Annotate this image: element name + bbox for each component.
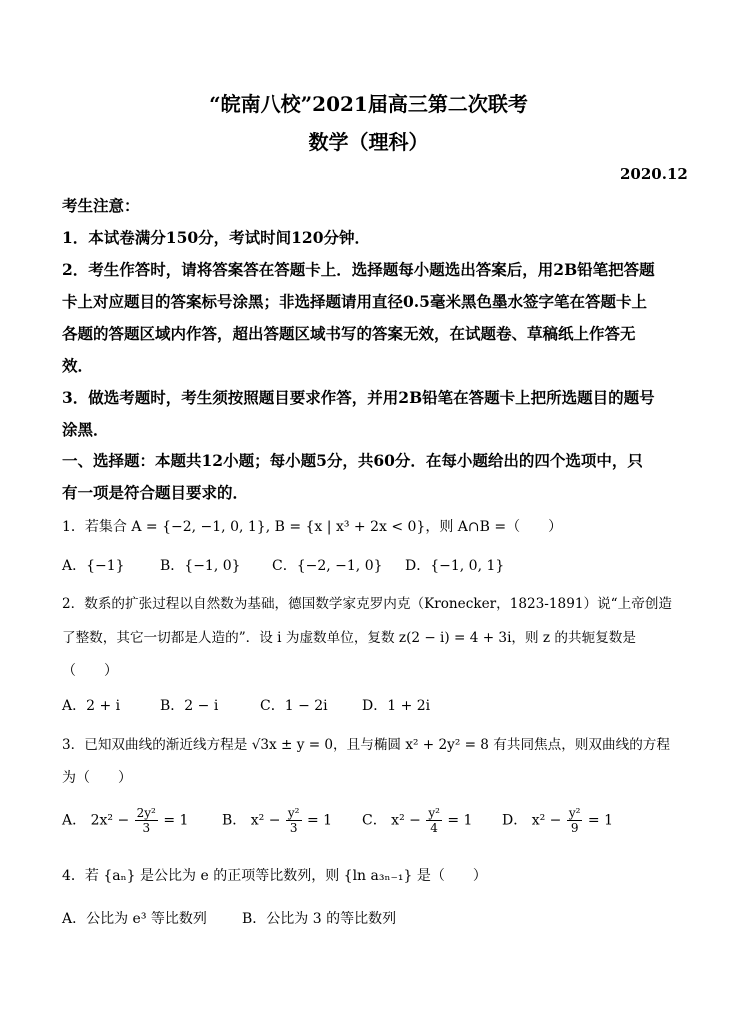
q1-option-b: B．{−1, 0} bbox=[160, 558, 241, 574]
notice-item-2-line-1: 2．考生作答时，请将答案答在答题卡上．选择题每小题选出答案后，用2B铅笔把答题 bbox=[62, 260, 655, 279]
q2-line-1: 2．数系的扩张过程以自然数为基础，德国数学家克罗内克（Kronecker，1823-1891）说“上帝创造 bbox=[62, 596, 673, 612]
notice-item-2-line-3: 各题的答题区域内作答，超出答题区域书写的答案无效，在试题卷、草稿纸上作答无 bbox=[62, 324, 636, 343]
q1-option-d: D．{−1, 0, 1} bbox=[405, 558, 505, 574]
q3-option-d bbox=[502, 806, 613, 835]
q3-option-c-rhs: = 1 bbox=[447, 812, 473, 829]
notice-item-3-line-1: 3．做选考题时，考生须按照题目要求作答，并用2B铅笔在答题卡上把所选题目的题号 bbox=[62, 388, 655, 407]
q3-option-a-denominator: 3 bbox=[142, 821, 151, 835]
q3-line-1: 3．已知双曲线的渐近线方程是 √3x ± y = 0，且与椭圆 x² + 2y² = 8 有共同焦点，则双曲线的方程 bbox=[62, 737, 670, 753]
q4-option-b: B．公比为 3 的等比数列 bbox=[242, 911, 397, 927]
q3-option-d-label: D． bbox=[502, 812, 528, 829]
notice-item-1: 1．本试卷满分150分，考试时间120分钟． bbox=[62, 228, 370, 247]
q3-option-d-numerator: y² bbox=[568, 806, 581, 820]
q2-option-a: A．2 + i bbox=[62, 698, 121, 714]
q3-option-b-rhs: = 1 bbox=[306, 812, 333, 829]
q3-option-a-fraction bbox=[135, 806, 158, 835]
exam-date: 2020.12 bbox=[620, 165, 688, 183]
q1-option-c: C．{−2, −1, 0} bbox=[272, 558, 383, 574]
q3-option-a-label: A． bbox=[62, 812, 87, 829]
notice-item-2-line-2: 卡上对应题目的答案标号涂黑；非选择题请用直径0.5毫米黑色墨水签字笔在答题卡上 bbox=[62, 292, 647, 311]
q3-option-c bbox=[362, 806, 472, 835]
q3-option-b-denominator: 3 bbox=[289, 821, 298, 835]
q3-option-b-label: B． bbox=[222, 812, 247, 829]
q4-option-a: A．公比为 e³ 等比数列 bbox=[62, 911, 207, 927]
q3-option-a-rhs: = 1 bbox=[163, 812, 189, 829]
q2-line-3: （ ） bbox=[62, 663, 118, 679]
q3-option-a-lhs: 2x² − bbox=[90, 812, 130, 829]
q3-option-b-lhs: x² − bbox=[250, 812, 281, 829]
q1-option-a: A．{−1} bbox=[62, 558, 125, 574]
q3-option-d-denominator: 9 bbox=[570, 821, 579, 835]
q3-option-c-label: C． bbox=[362, 812, 387, 829]
q3-option-b-numerator: y² bbox=[287, 806, 300, 820]
q3-option-a bbox=[62, 806, 188, 835]
notice-item-3-line-2: 涂黑． bbox=[62, 420, 109, 439]
q3-option-d-fraction bbox=[567, 806, 583, 835]
q3-option-a-numerator: 2y² bbox=[136, 806, 156, 820]
q2-option-d: D．1 + 2i bbox=[362, 698, 431, 714]
notice-item-2-line-4: 效． bbox=[62, 356, 94, 375]
q3-option-c-lhs: x² − bbox=[391, 812, 421, 829]
exam-subject: 数学（理科） bbox=[308, 130, 429, 154]
q3-option-c-denominator: 4 bbox=[430, 821, 438, 835]
section-heading-line-2: 有一项是符合题目要求的． bbox=[62, 483, 249, 502]
q3-option-b bbox=[222, 806, 332, 835]
q3-option-c-fraction bbox=[426, 806, 442, 835]
q4-stem: 4．若 {aₙ} 是公比为 e 的正项等比数列，则 {ln a₃ₙ₋₁} 是（ ） bbox=[62, 868, 487, 884]
notice-heading: 考生注意： bbox=[62, 196, 140, 215]
q3-line-2: 为（ ） bbox=[62, 770, 132, 786]
section-heading-line-1: 一、选择题：本题共12小题；每小题5分，共60分．在每小题给出的四个选项中，只 bbox=[62, 451, 643, 470]
q3-option-d-lhs: x² − bbox=[531, 812, 562, 829]
exam-title: “皖南八校”2021届高三第二次联考 bbox=[209, 92, 528, 116]
q2-line-2: 了整数，其它一切都是人造的”．设 i 为虚数单位，复数 z(2 − i) = 4 + 3i，则 z 的共轭复数是 bbox=[62, 630, 636, 646]
q3-option-b-fraction bbox=[286, 806, 302, 835]
q3-option-d-rhs: = 1 bbox=[587, 812, 613, 829]
q1-stem: 1．若集合 A = {−2, −1, 0, 1}, B = {x | x³ + 2x < 0}，则 A∩B =（ ） bbox=[62, 519, 563, 535]
q3-option-c-numerator: y² bbox=[428, 806, 440, 820]
q2-option-b: B．2 − i bbox=[160, 698, 219, 714]
q2-option-c: C．1 − 2i bbox=[260, 698, 328, 714]
